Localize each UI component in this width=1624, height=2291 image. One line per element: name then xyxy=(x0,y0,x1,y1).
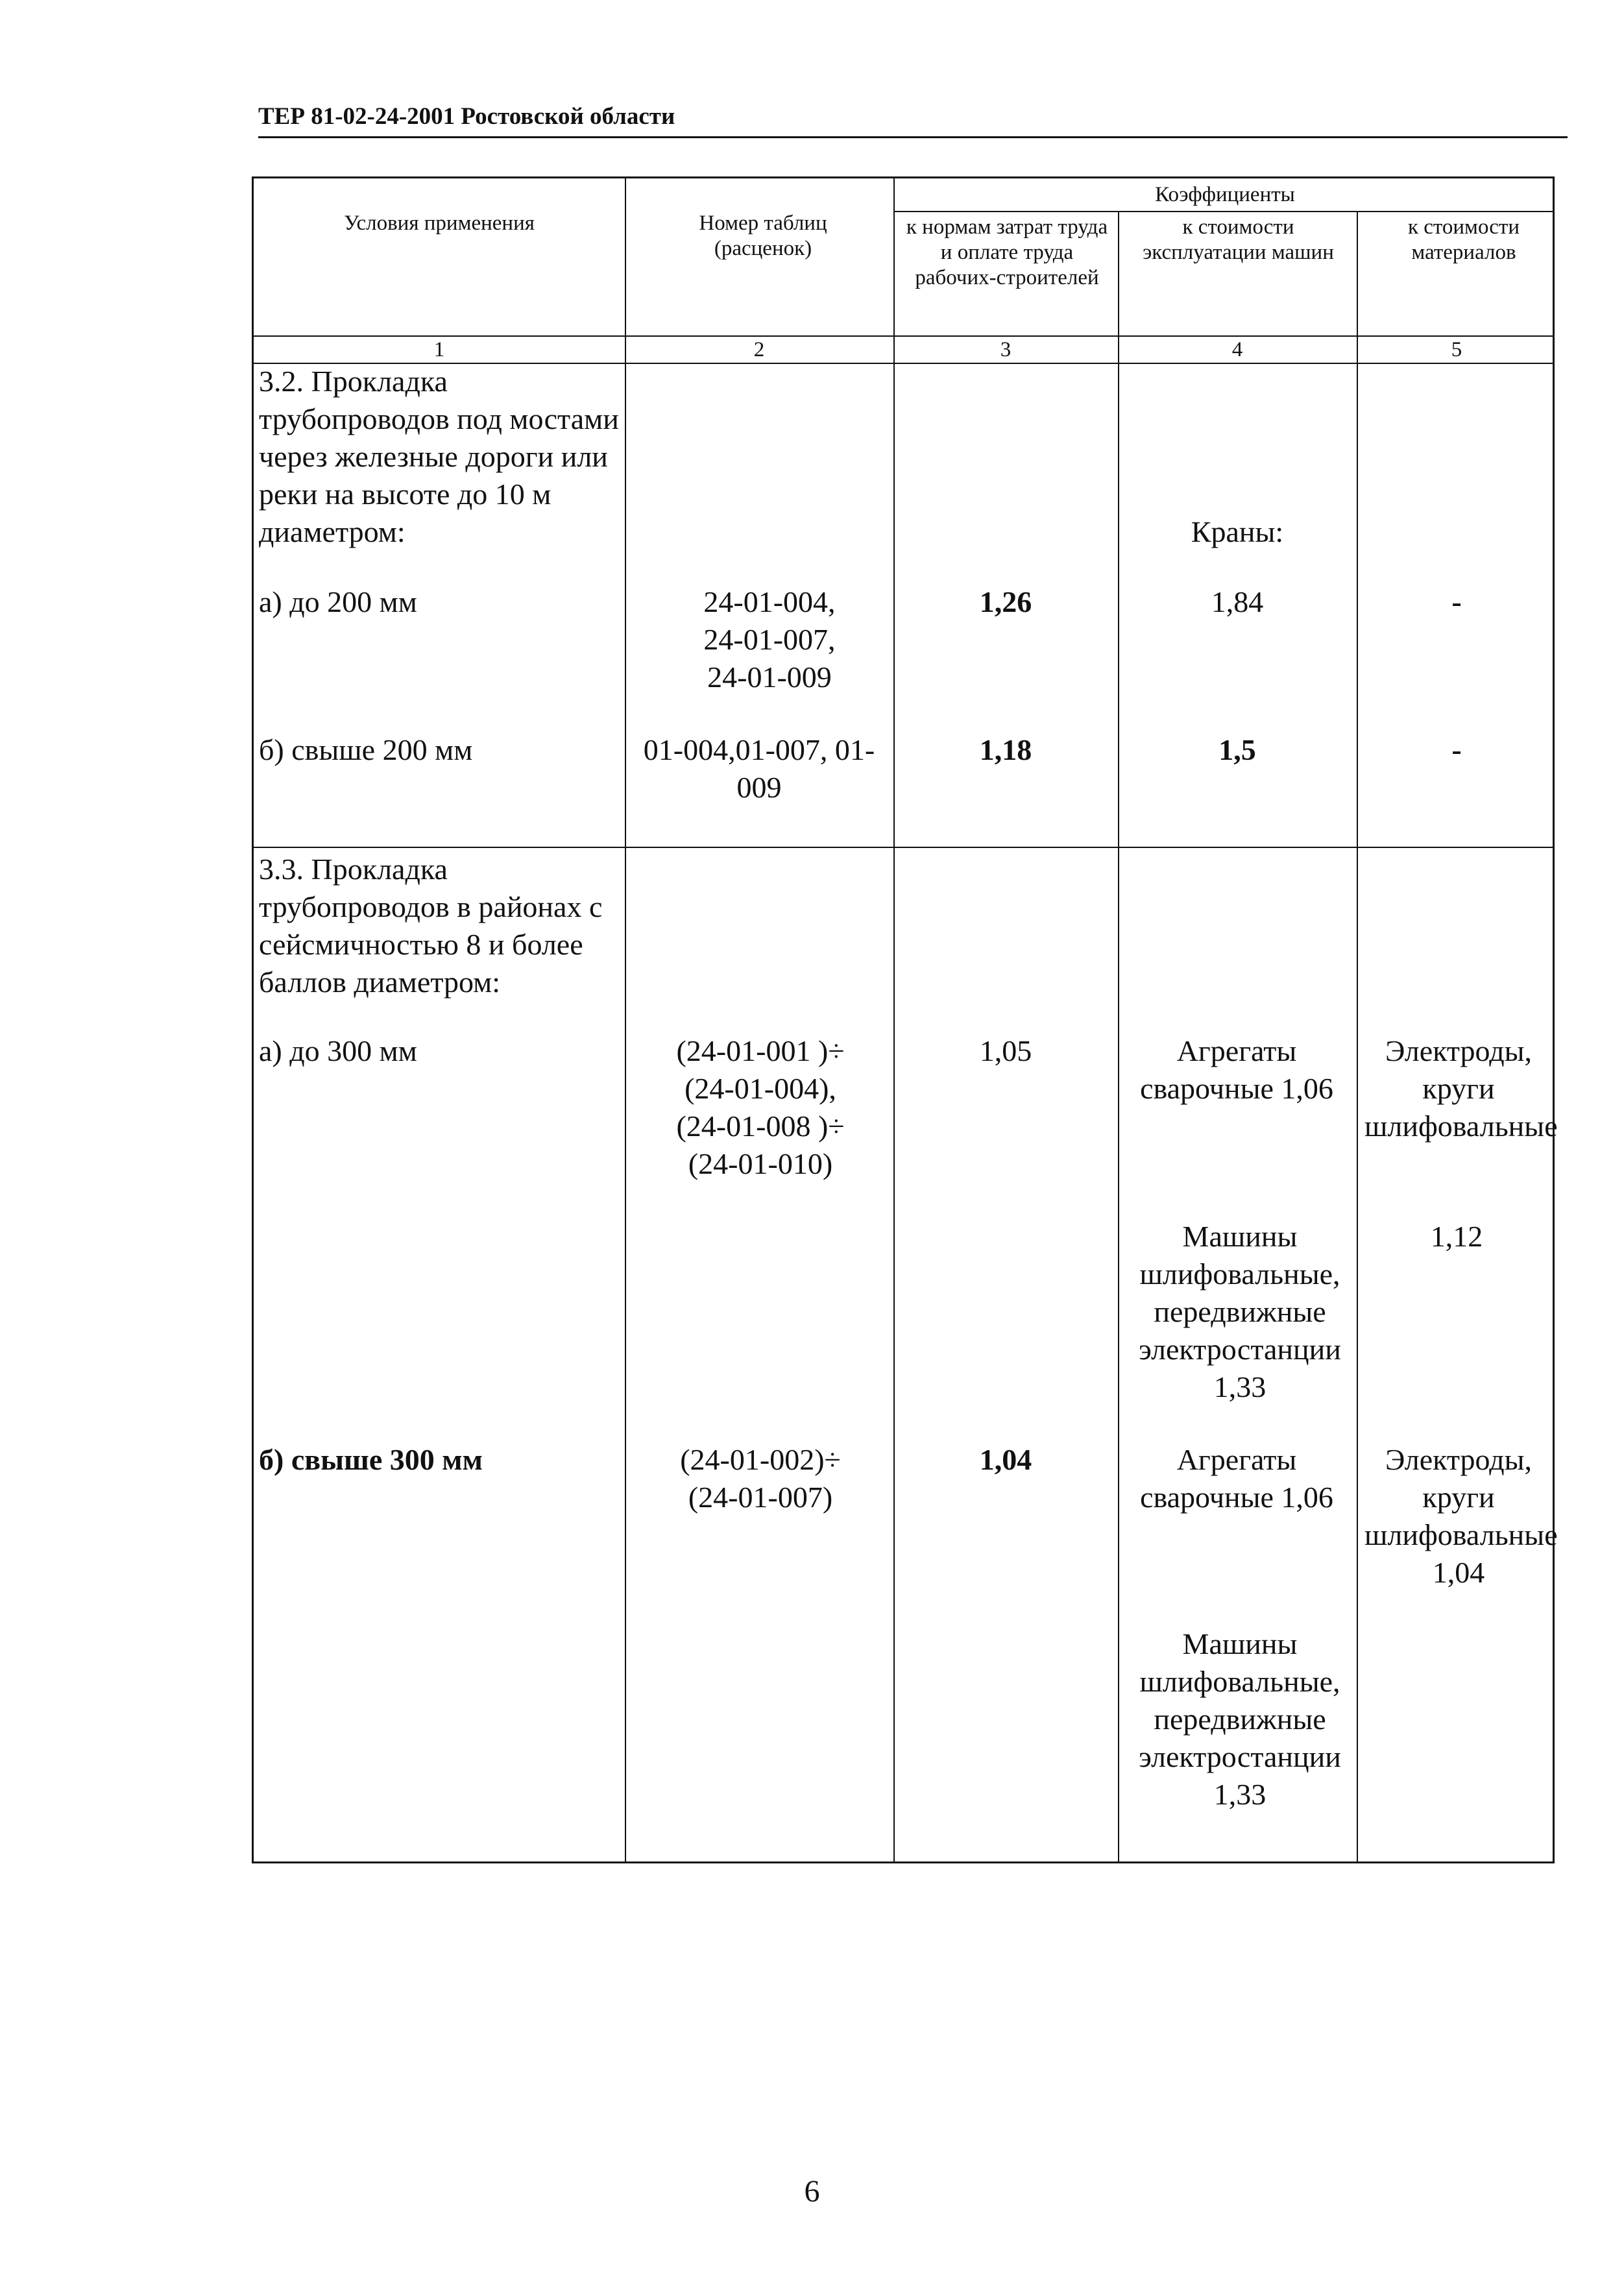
row-condition: а) до 200 мм xyxy=(259,585,417,618)
row-materials-coefficient: - xyxy=(1451,585,1462,618)
column-number: 3 xyxy=(1000,338,1012,361)
row-labor-coefficient: 1,04 xyxy=(979,1443,1032,1476)
column-header-table-numbers: Номер таблиц (расценок) xyxy=(699,212,827,260)
row-condition: 3.3. Прокладка трубопроводов в районах с сейсмичностью 8 и более баллов диаметром: xyxy=(259,853,603,999)
row-machines-coefficient: Агрегаты сварочные 1,06 xyxy=(1140,1443,1333,1514)
column-divider xyxy=(893,178,895,1861)
column-number: 1 xyxy=(433,338,445,361)
column-header-labor: к нормам затрат труда и оплате труда рабочих-строителей xyxy=(906,215,1108,289)
row-table-numbers: 24-01-004, 24-01-007, 24-01-009 xyxy=(703,585,836,694)
row-materials-coefficient: - xyxy=(1451,733,1462,766)
page-number: 6 xyxy=(804,2174,820,2209)
header-rule xyxy=(258,136,1568,138)
column-header-conditions: Условия применения xyxy=(344,212,535,235)
row-table-numbers: (24-01-002)÷ (24-01-007) xyxy=(680,1443,841,1514)
row-materials-coefficient: Электроды, круги шлифовальные xyxy=(1364,1034,1558,1143)
row-machines-coefficient-2: Машины шлифовальные, передвижные электростанции 1,33 xyxy=(1139,1627,1341,1811)
row-condition: а) до 300 мм xyxy=(259,1034,417,1067)
row-condition: 3.2. Прокладка трубопроводов под мостами через железные дороги или реки на высоте до 10 м диаметром: xyxy=(259,365,619,548)
column-divider xyxy=(1357,212,1358,1861)
group-header-rule xyxy=(893,211,1553,212)
column-number: 2 xyxy=(753,338,765,361)
row-condition: б) свыше 300 мм xyxy=(259,1443,483,1476)
column-header-machines: к стоимости эксплуатации машин xyxy=(1143,215,1334,264)
row-machines: Краны: xyxy=(1191,515,1284,548)
row-labor-coefficient: 1,05 xyxy=(979,1034,1032,1067)
group-header: Коэффициенты xyxy=(1155,183,1295,206)
row-machines-coefficient: 1,5 xyxy=(1218,733,1256,766)
row-table-numbers: 01-004,01-007, 01-009 xyxy=(643,733,875,804)
row-labor-coefficient: 1,26 xyxy=(979,585,1032,618)
row-materials-coefficient: Электроды, круги шлифовальные 1,04 xyxy=(1364,1443,1558,1589)
column-number: 5 xyxy=(1451,338,1462,361)
column-divider xyxy=(1118,212,1119,1861)
row-machines-coefficient: Агрегаты сварочные 1,06 xyxy=(1140,1034,1333,1105)
row-machines-coefficient-2: Машины шлифовальные, передвижные электростанции 1,33 xyxy=(1139,1220,1341,1403)
coefficients-table xyxy=(252,176,1558,1863)
section-divider xyxy=(254,847,1553,848)
row-materials-coefficient-2: 1,12 xyxy=(1430,1220,1483,1253)
column-number: 4 xyxy=(1231,338,1243,361)
document-header: ТЕР 81-02-24-2001 Ростовской области xyxy=(258,103,675,130)
row-condition: б) свыше 200 мм xyxy=(259,733,473,766)
row-labor-coefficient: 1,18 xyxy=(979,733,1032,766)
column-divider xyxy=(625,178,626,1861)
row-machines-coefficient: 1,84 xyxy=(1211,585,1264,618)
column-header-materials: к стоимости материалов xyxy=(1407,215,1520,264)
row-table-numbers: (24-01-001 )÷ (24-01-004), (24-01-008 )÷ (24-01-010) xyxy=(676,1034,845,1180)
